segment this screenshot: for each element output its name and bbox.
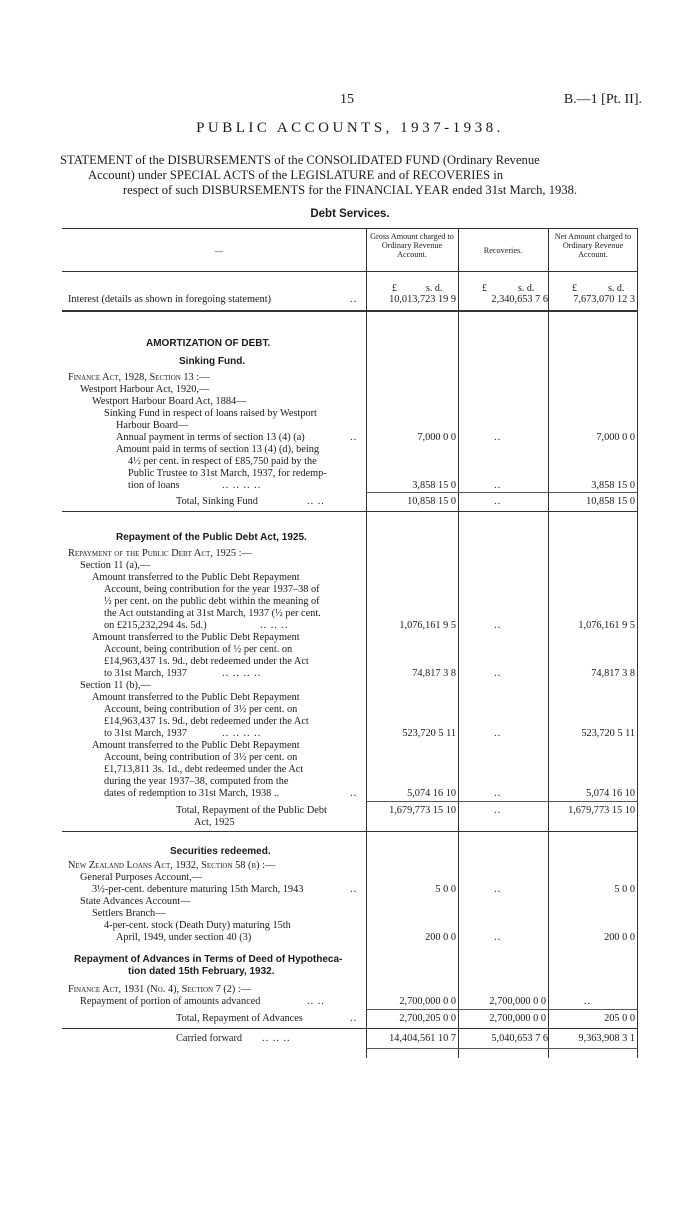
settlers-branch: Settlers Branch— — [92, 908, 166, 919]
item1-text: Account, being contribution for the year 1937–38 of — [104, 584, 320, 595]
unit-pound: £ — [482, 283, 487, 294]
interest-gross: 10,013,723 19 9 — [389, 294, 456, 305]
item2-text: Amount transferred to the Public Debt Repayment — [92, 632, 300, 643]
total-advances-net: 205 0 0 — [604, 1013, 635, 1024]
amount-gross: 3,858 15 0 — [412, 480, 456, 491]
amount-text: Amount paid in terms of section 13 (4) (d), being — [116, 444, 320, 455]
total-advances-recoveries: 2,700,000 0 0 — [489, 1013, 546, 1024]
statement-line: respect of such DISBURSEMENTS for the FINANCIAL YEAR ended 31st March, 1938. — [122, 183, 578, 197]
unit-pound: £ — [392, 283, 397, 294]
leader-dots: .. .. .. .. — [222, 480, 262, 491]
securities-heading: Securities redeemed. — [170, 846, 271, 857]
item3-text: Account, being contribution of 3½ per cent. on — [104, 704, 298, 715]
net-column-header: Net Amount charged to Ordinary Revenue Account. — [554, 232, 632, 259]
interest-label: Interest (details as shown in foregoing statement) — [68, 294, 272, 305]
item4-text: £1,713,811 3s. 1d., debt redeemed under the Act — [104, 764, 304, 775]
net-nil: .. — [584, 996, 592, 1007]
item1-net: 1,076,161 9 5 — [578, 620, 635, 631]
carried-forward-gross: 14,404,561 10 7 — [389, 1033, 456, 1044]
annual-gross: 7,000 0 0 — [417, 432, 456, 443]
stock-text: April, 1949, under section 40 (3) — [116, 932, 252, 943]
section-a-label: Section 11 (a),— — [80, 560, 151, 571]
item3-text: Amount transferred to the Public Debt Repayment — [92, 692, 300, 703]
section-subtitle: Debt Services. — [310, 208, 390, 220]
annual-net: 7,000 0 0 — [596, 432, 635, 443]
stock-text: 4-per-cent. stock (Death Duty) maturing 15th — [104, 920, 291, 931]
section-b-label: Section 11 (b),— — [80, 680, 151, 691]
total-repayment-label: Total, Repayment of the Public Debt — [176, 805, 327, 816]
state-advances: State Advances Account— — [80, 896, 191, 907]
sinking-text: Harbour Board— — [116, 420, 189, 431]
item3-text: £14,963,437 1s. 9d., debt redeemed under the Act — [104, 716, 309, 727]
statement-line: Account) under SPECIAL ACTS of the LEGISLATURE and of RECOVERIES in — [88, 168, 504, 182]
item4-net: 5,074 16 10 — [586, 788, 635, 799]
item1-gross: 1,076,161 9 5 — [399, 620, 456, 631]
carried-forward-net: 9,363,908 3 1 — [578, 1033, 635, 1044]
recoveries-nil: .. — [494, 805, 502, 816]
leader-dots: .. .. .. — [262, 1033, 291, 1044]
westport-board-act: Westport Harbour Board Act, 1884— — [92, 396, 247, 407]
item3-net: 523,720 5 11 — [581, 728, 635, 739]
recoveries-nil: .. — [494, 480, 502, 491]
item2-text: to 31st March, 1937 — [104, 668, 187, 679]
sinking-text: Sinking Fund in respect of loans raised by Westport — [104, 408, 317, 419]
recoveries-nil: .. — [494, 620, 502, 631]
stock-net: 200 0 0 — [604, 932, 635, 943]
recoveries-column-header: Recoveries. — [483, 246, 523, 255]
total-sinking-gross: 10,858 15 0 — [407, 496, 456, 507]
amortization-heading: AMORTIZATION OF DEBT. — [146, 338, 271, 349]
item4-text: Account, being contribution of 3½ per cent. on — [104, 752, 298, 763]
westport-act: Westport Harbour Act, 1920,— — [80, 384, 210, 395]
total-repayment-gross: 1,679,773 15 10 — [389, 805, 456, 816]
page-number: 15 — [340, 92, 354, 107]
amount-net: 3,858 15 0 — [591, 480, 635, 491]
stock-gross: 200 0 0 — [425, 932, 456, 943]
leader-dots: .. .. — [307, 996, 325, 1007]
leader-dots: .. .. .. .. — [222, 668, 262, 679]
general-purposes: General Purposes Account,— — [80, 872, 203, 883]
leader-dots: .. .. — [307, 496, 325, 507]
interest-net: 7,673,070 12 3 — [573, 294, 635, 305]
item2-net: 74,817 3 8 — [591, 668, 635, 679]
total-sinking-label: Total, Sinking Fund — [176, 496, 258, 507]
item4-text: dates of redemption to 31st March, 1938 .. — [104, 788, 280, 799]
item4-gross: 5,074 16 10 — [407, 788, 456, 799]
recoveries-nil: .. — [494, 432, 502, 443]
item1-text: ½ per cent. on the public debt within the meaning of — [104, 596, 320, 607]
leader-dots: .. .. .. — [260, 620, 289, 631]
advances-item-recoveries: 2,700,000 0 0 — [489, 996, 546, 1007]
unit-sd: s. d. — [518, 283, 535, 294]
total-advances-gross: 2,700,205 0 0 — [399, 1013, 456, 1024]
debt-services-table — [62, 228, 638, 1058]
amount-text: Public Trustee to 31st March, 1937, for redemp- — [128, 468, 327, 479]
recoveries-nil: .. — [494, 788, 502, 799]
document-reference: B.—1 [Pt. II]. — [563, 92, 642, 107]
unit-sd: s. d. — [426, 283, 443, 294]
item3-text: to 31st March, 1937 — [104, 728, 187, 739]
leader-dots: .. — [350, 788, 358, 799]
debenture-net: 5 0 0 — [614, 884, 635, 895]
carried-forward-recoveries: 5,040,653 7 6 — [491, 1033, 548, 1044]
advances-item-gross: 2,700,000 0 0 — [399, 996, 456, 1007]
unit-pound: £ — [572, 283, 577, 294]
advances-item-label: Repayment of portion of amounts advanced — [80, 996, 261, 1007]
sinking-fund-heading: Sinking Fund. — [179, 356, 246, 367]
statement-line: STATEMENT of the DISBURSEMENTS of the CONSOLIDATED FUND (Ordinary Revenue — [60, 153, 540, 167]
interest-recoveries: 2,340,653 7 6 — [491, 294, 548, 305]
leader-dots: .. — [350, 1013, 358, 1024]
total-repayment-net: 1,679,773 15 10 — [568, 805, 635, 816]
item1-text: Amount transferred to the Public Debt Repayment — [92, 572, 300, 583]
amount-text: tion of loans — [128, 480, 180, 491]
debenture-label: 3½-per-cent. debenture maturing 15th March, 1943 — [92, 884, 304, 895]
annual-payment-label: Annual payment in terms of section 13 (4) (a) — [116, 432, 305, 443]
leader-dots: .. — [350, 884, 358, 895]
finance-act-1931: Finance Act, 1931 (No. 4), Section 7 (2) :— — [68, 984, 252, 995]
leader-dots: .. .. .. .. — [222, 728, 262, 739]
recoveries-nil: .. — [494, 668, 502, 679]
item1-text: on £215,232,294 4s. 5d.) — [104, 620, 207, 631]
gross-column-header: Gross Amount charged to Ordinary Revenue Account. — [370, 232, 454, 259]
statement-text — [60, 153, 640, 198]
total-advances-label: Total, Repayment of Advances — [176, 1013, 303, 1024]
repayment-heading: Repayment of the Public Debt Act, 1925. — [116, 532, 307, 543]
total-sinking-net: 10,858 15 0 — [586, 496, 635, 507]
carried-forward-label: Carried forward — [176, 1033, 243, 1044]
item4-text: Amount transferred to the Public Debt Repayment — [92, 740, 300, 751]
recoveries-nil: .. — [494, 728, 502, 739]
advances-heading: Repayment of Advances in Terms of Deed of Hypotheca- — [74, 954, 343, 965]
desc-column-header: — — [214, 246, 224, 255]
leader-dots: .. — [350, 432, 358, 443]
leader-dots: .. — [350, 294, 358, 305]
total-repayment-label: Act, 1925 — [194, 817, 235, 828]
amount-text: 4½ per cent. in respect of £85,750 paid by the — [128, 456, 317, 467]
item2-text: £14,963,437 1s. 9d., debt redeemed under the Act — [104, 656, 309, 667]
recoveries-nil: .. — [494, 496, 502, 507]
advances-heading: tion dated 15th February, 1932. — [128, 966, 275, 977]
repayment-act: Repayment of the Public Debt Act, 1925 :— — [68, 548, 252, 559]
item2-text: Account, being contribution of ½ per cent. on — [104, 644, 293, 655]
page-title: PUBLIC ACCOUNTS, 1937-1938. — [196, 120, 504, 136]
recoveries-nil: .. — [494, 884, 502, 895]
recoveries-nil: .. — [494, 932, 502, 943]
item2-gross: 74,817 3 8 — [412, 668, 456, 679]
debenture-gross: 5 0 0 — [435, 884, 456, 895]
item4-text: during the year 1937–38, computed from the — [104, 776, 289, 787]
item1-text: the Act outstanding at 31st March, 1937 (½ per cent. — [104, 608, 321, 619]
item3-gross: 523,720 5 11 — [402, 728, 456, 739]
unit-sd: s. d. — [608, 283, 625, 294]
nz-loans-act: New Zealand Loans Act, 1932, Section 58 (b) :— — [68, 860, 276, 871]
finance-act-1928: Finance Act, 1928, Section 13 :— — [68, 372, 210, 383]
